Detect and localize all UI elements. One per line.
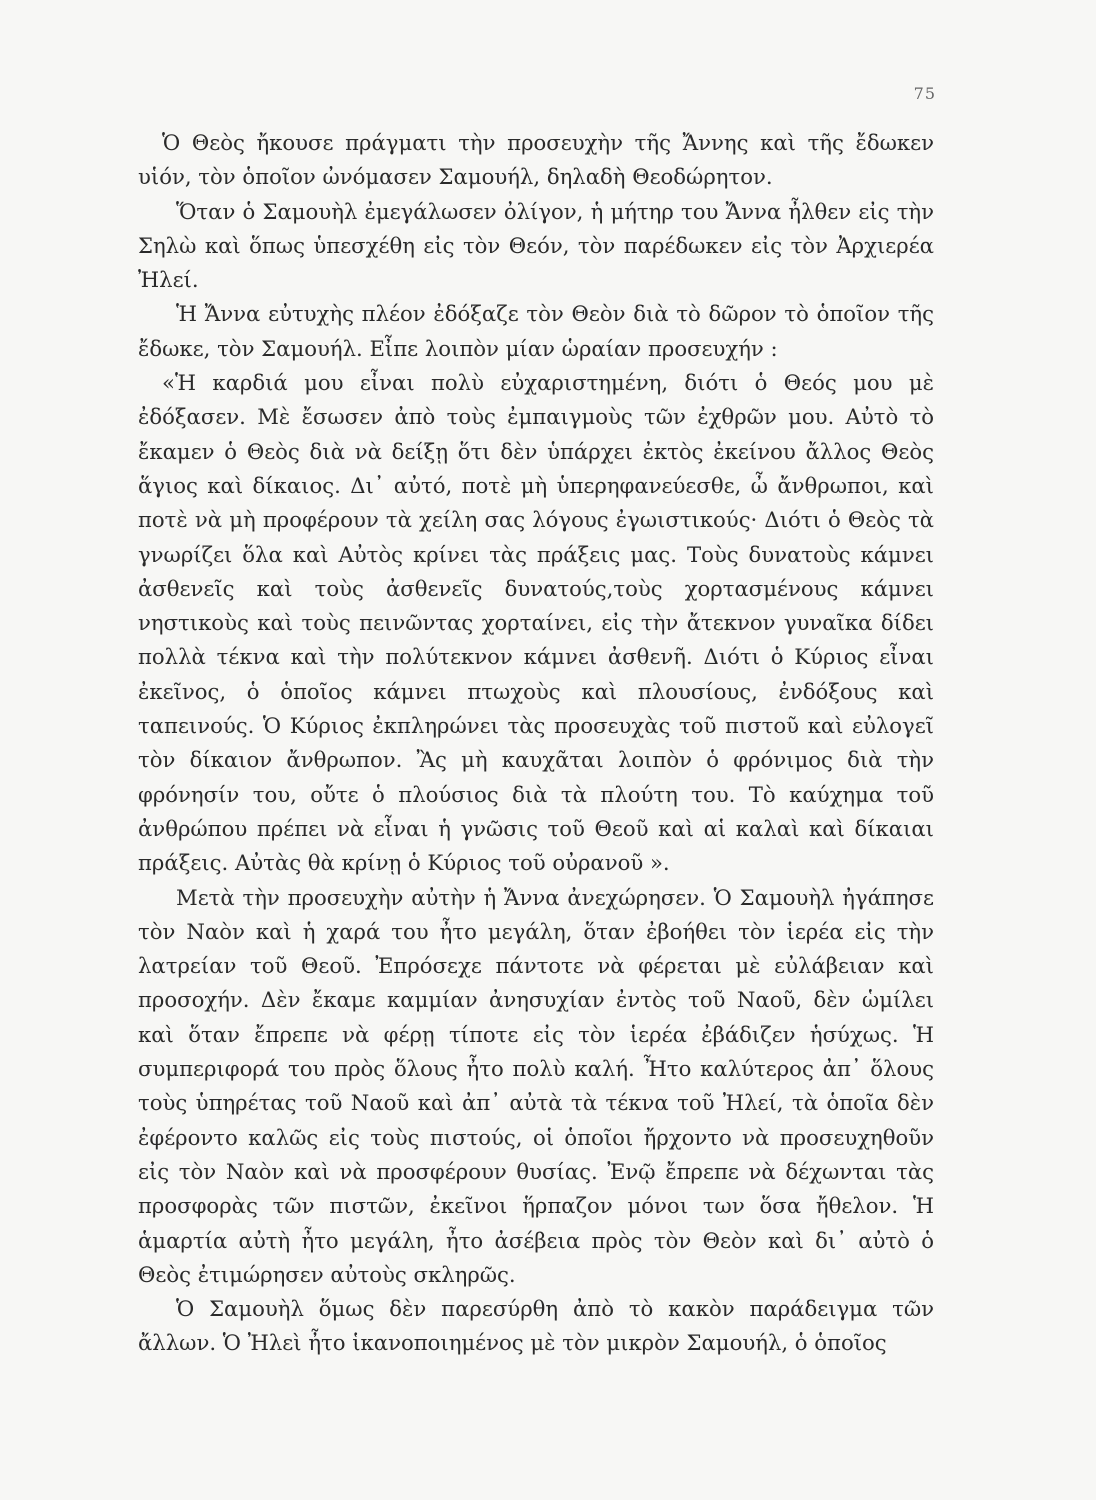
page-number: 75 (913, 84, 936, 103)
quoted-prayer: «Ἡ καρδιά μου εἶναι πολὺ εὐχαριστημένη, διότι ὁ Θεός μου μὲ ἐδόξασεν. Μὲ ἔσωσεν ἀπὸ τοὺς ἐμπαιγμοὺς τῶν ἐχθρῶν μου. Αὐτὸ τὸ ἔκαμεν ὁ Θεὸς διὰ νὰ δείξῃ ὅτι δὲν ὑπάρχει ἐκτὸς ἐκείνου ἄλλος Θεὸς ἅγιος καὶ δίκαιος. Δι᾿ αὐτό, ποτὲ μὴ ὑπερηφανεύεσθε, ὦ ἄνθρωποι, καὶ ποτὲ νὰ μὴ προφέρουν τὰ χείλη σας λόγους ἐγωιστικούς· Διότι ὁ Θεὸς τὰ γνωρίζει ὅλα καὶ Αὐτὸς κρίνει τὰς πράξεις μας. Τοὺς δυνατοὺς κάμνει ἀσθενεῖς καὶ τοὺς ἀσθενεῖς δυνατούς,τοὺς χορτασμένους κάμνει νηστικοὺς καὶ τοὺς πεινῶντας χορταίνει, εἰς τὴν ἄτεκνον γυναῖκα δίδει πολλὰ τέκνα καὶ τὴν πολύτεκνον κάμνει ἀσθενῆ. Διότι ὁ Κύριος εἶναι ἐκεῖνος, ὁ ὁποῖος κάμνει πτωχοὺς καὶ πλουσίους, ἐνδόξους καὶ ταπεινούς. Ὁ Κύριος ἐκπληρώνει τὰς προσευχὰς τοῦ πιστοῦ καὶ εὐλογεῖ τὸν δίκαιον ἄνθρωπον. Ἂς μὴ καυχᾶται λοιπὸν ὁ φρόνιμος διὰ τὴν φρόνησίν του, οὔτε ὁ πλούσιος διὰ τὰ πλούτη του. Τὸ καύχημα τοῦ ἀνθρώπου πρέπει νὰ εἶναι ἡ γνῶσις τοῦ Θεοῦ καὶ αἱ καλαὶ καὶ δίκαιαι πράξεις. Αὐτὰς θὰ κρίνῃ ὁ Κύριος τοῦ οὐρανοῦ ». (138, 370, 934, 876)
paragraph: Ἡ Ἄννα εὐτυχὴς πλέον ἐδόξαζε τὸν Θεὸν διὰ τὸ δῶρον τὸ ὁποῖον τῆς ἔδωκε, τὸν Σαμουήλ. Εἶπε λοιπὸν μίαν ὡραίαν προσευχήν : (138, 301, 934, 361)
paragraph: Ὁ Θεὸς ἤκουσε πράγματι τὴν προσευχὴν τῆς Ἄννης καὶ τῆς ἔδωκεν υἱόν, τὸν ὁποῖον ὠνόμασεν Σαμουήλ, δηλαδὴ Θεοδώρητον. (138, 130, 934, 190)
paragraph: Ὁ Σαμουὴλ ὅμως δὲν παρεσύρθη ἀπὸ τὸ κακὸν παράδειγμα τῶν ἄλλων. Ὁ Ἠλεὶ ἦτο ἱκανοποιημένος μὲ τὸν μικρὸν Σαμουήλ, ὁ ὁποῖος (138, 1296, 934, 1356)
paragraph: Μετὰ τὴν προσευχὴν αὐτὴν ἡ Ἄννα ἀνεχώρησεν. Ὁ Σαμουὴλ ἠγάπησε τὸν Ναὸν καὶ ἡ χαρά του ἦτο μεγάλη, ὅταν ἐβοήθει τὸν ἱερέα εἰς τὴν λατρείαν τοῦ Θεοῦ. Ἐπρόσεχε πάντοτε νὰ φέρεται μὲ εὐλάβειαν καὶ προσοχήν. Δὲν ἔκαμε καμμίαν ἀνησυχίαν ἐντὸς τοῦ Ναοῦ, δὲν ὡμίλει καὶ ὅταν ἔπρεπε νὰ φέρῃ τίποτε εἰς τὸν ἱερέα ἐβάδιζεν ἡσύχως. Ἡ συμπεριφορά του πρὸς ὅλους ἦτο πολὺ καλή. Ἦτο καλύτερος ἀπ᾿ ὅλους τοὺς ὑπηρέτας τοῦ Ναοῦ καὶ ἀπ᾿ αὐτὰ τὰ τέκνα τοῦ Ἠλεί, τὰ ὁποῖα δὲν ἐφέροντο καλῶς εἰς τοὺς πιστούς, οἱ ὁποῖοι ἤρχοντο νὰ προσευχηθοῦν εἰς τὸν Ναὸν καὶ νὰ προσφέρουν θυσίας. Ἐνῷ ἔπρεπε νὰ δέχωνται τὰς προσφορὰς τῶν πιστῶν, ἐκεῖνοι ἥρπαζον μόνοι των ὅσα ἤθελον. Ἡ ἁμαρτία αὐτὴ ἦτο μεγάλη, ἦτο ἀσέβεια πρὸς τὸν Θεὸν καὶ δι᾿ αὐτὸ ὁ Θεὸς ἐτιμώρησεν αὐτοὺς σκληρῶς. (138, 884, 934, 1287)
paragraph: Ὅταν ὁ Σαμουὴλ ἐμεγάλωσεν ὀλίγον, ἡ μήτηρ του Ἄννα ἦλθεν εἰς τὴν Σηλὼ καὶ ὅπως ὑπεσχέθη εἰς τὸν Θεόν, τὸν παρέδωκεν εἰς τὸν Ἀρχιερέα Ἠλεί. (138, 198, 934, 293)
body-text (138, 126, 934, 1361)
